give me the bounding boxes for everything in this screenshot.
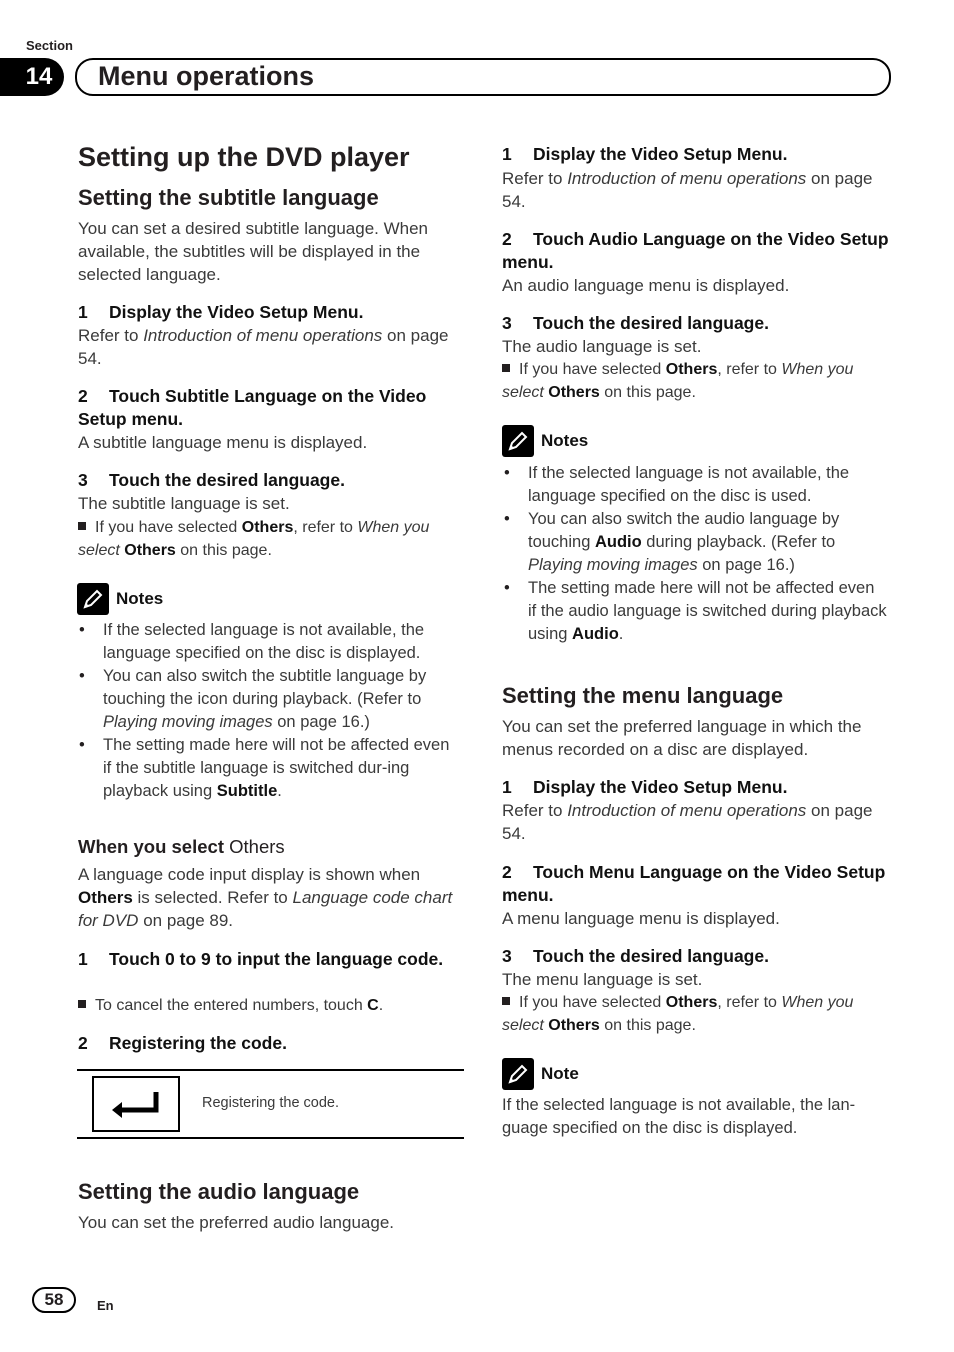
pencil-note-icon [502,1058,534,1090]
audio-step-3-body: The audio language is set. [502,337,702,356]
section-label: Section [26,38,73,53]
register-code-caption: Registering the code. [202,1095,340,1111]
menu-step-2-body: A menu language menu is displayed. [502,909,780,928]
pencil-note-icon [77,583,109,615]
menu-step-3-body: The menu language is set. [502,970,703,989]
list-item: • The setting made here will not be affected even if the subtitle language is switched dur-ing playback using Subtitle. [77,734,457,803]
subtitle-step-1-ref: Refer to Introduction of menu operations on page 54. [78,326,449,368]
audio-step-1: 1 Display the Video Setup Menu. [502,144,788,164]
subtitle-notes-list [77,619,457,803]
audio-heading: Setting the audio language [78,1179,360,1204]
link-intro-menu-operations: Introduction of menu operations [143,326,383,345]
menu-step-1-ref: Refer to Introduction of menu operations on page 54. [502,801,873,843]
subtitle-step-1: 1 Display the Video Setup Menu. [78,302,364,322]
square-bullet-icon [502,997,510,1005]
square-bullet-icon [78,522,86,530]
others-step-1: 1 Touch 0 to 9 to input the language code. [78,949,444,969]
pencil-note-icon [502,425,534,457]
square-bullet-icon [78,1000,86,1008]
subtitle-step-3: 3 Touch the desired language. [78,470,345,490]
link-intro-menu-operations: Introduction of menu operations [567,169,807,188]
square-bullet-icon [502,364,510,372]
menu-step-2: 2 Touch Menu Language on the Video Setup menu. [502,862,886,905]
menu-heading: Setting the menu language [502,683,784,708]
menu-intro: You can set the preferred language in which the menus recorded on a disc are displayed. [502,717,862,759]
menu-note-body: If the selected language is not available, the lan-guage specified on the disc is displayed. [502,1096,856,1137]
audio-notes-header: Notes [502,424,588,458]
subtitle-heading: Setting the subtitle language [78,185,379,210]
others-body: A language code input display is shown when Others is selected. Refer to Language code chart for DVD on page 89. [78,865,453,930]
section-number-badge: 14 [0,58,64,96]
audio-step-3: 3 Touch the desired language. [502,313,769,333]
menu-others-bullet: If you have selected Others, refer to When you select Others on this page. [502,994,854,1034]
link-intro-menu-operations: Introduction of menu operations [567,801,807,820]
subtitle-others-bullet: If you have selected Others, refer to When you select Others on this page. [78,519,430,559]
audio-step-2: 2 Touch Audio Language on the Video Setup menu. [502,229,889,272]
audio-notes-list [502,462,887,646]
others-heading: When you select Others [78,836,285,857]
menu-note-header: Note [502,1057,579,1091]
subtitle-notes-header: Notes [77,582,163,616]
list-item: • You can also switch the subtitle language by touching the icon during playback. (Refer to Playing moving images on page 16.) [77,665,457,734]
list-item: • You can also switch the audio language by touching Audio during playback. (Refer to Playing moving images on page 16.) [502,508,887,577]
subtitle-step-3-body: The subtitle language is set. [78,494,290,513]
audio-others-bullet: If you have selected Others, refer to When you select Others on this page. [502,361,854,401]
subtitle-step-2: 2 Touch Subtitle Language on the Video Setup menu. [78,386,427,429]
list-item: • If the selected language is not available, the language specified on the disc is displayed. [77,619,457,665]
menu-step-1: 1 Display the Video Setup Menu. [502,777,788,797]
menu-step-3: 3 Touch the desired language. [502,946,769,966]
others-step-2: 2 Registering the code. [78,1033,287,1053]
audio-step-1-ref: Refer to Introduction of menu operations on page 54. [502,169,873,211]
list-item: • If the selected language is not available, the language specified on the disc is used. [502,462,887,508]
subtitle-intro: You can set a desired subtitle language. When available, the subtitles will be displayed in the selected language. [78,219,429,284]
section-title: Menu operations [98,61,315,91]
list-item: • The setting made here will not be affected even if the audio language is switched during playback using Audio. [502,577,887,646]
subtitle-step-2-body: A subtitle language menu is displayed. [78,433,368,452]
page-number: 58 [32,1287,76,1313]
audio-intro: You can set the preferred audio language. [78,1213,395,1232]
enter-arrow-icon [108,1088,164,1120]
audio-step-2-body: An audio language menu is displayed. [502,276,790,295]
page-heading: Setting up the DVD player [78,142,410,172]
page-language: En [97,1298,114,1313]
others-cancel-bullet: To cancel the entered numbers, touch C. [78,994,468,1017]
enter-key-button[interactable] [92,1076,180,1132]
register-code-table [77,1069,464,1139]
